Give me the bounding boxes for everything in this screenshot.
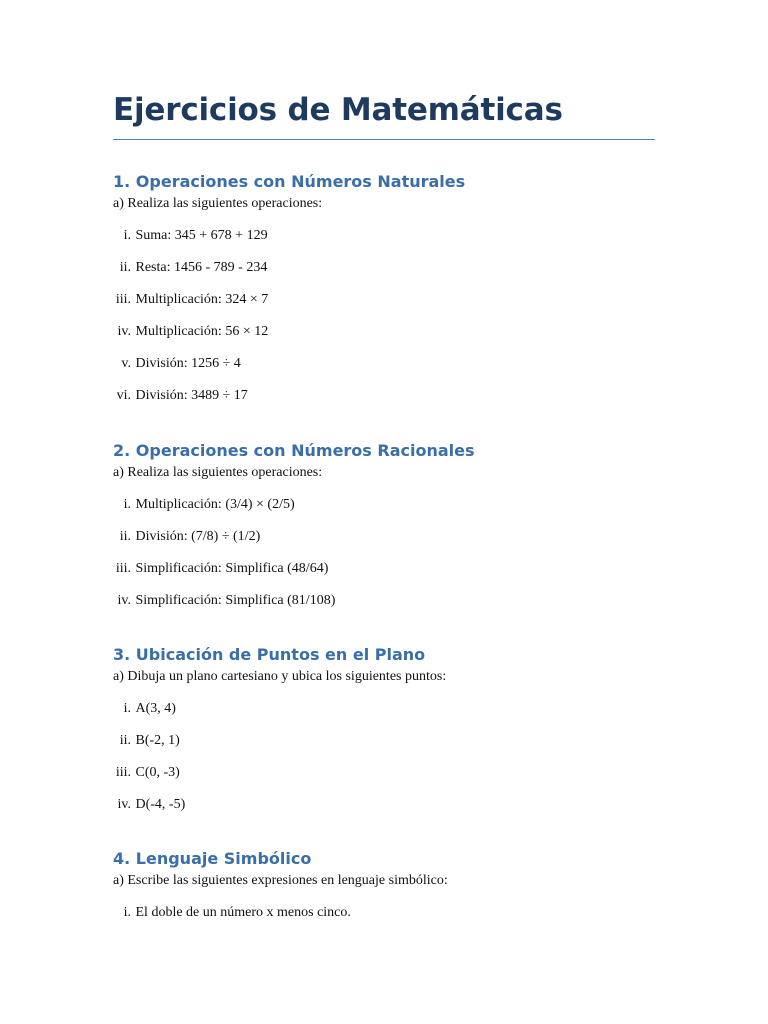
exercise-list <box>113 228 268 420</box>
list-item <box>113 905 351 937</box>
item-text: Multiplicación: 324 × 7 <box>135 292 269 307</box>
list-item <box>113 260 268 292</box>
item-text: A(3, 4) <box>135 701 176 716</box>
list-item <box>113 593 335 625</box>
item-text: Resta: 1456 - 789 - 234 <box>135 260 268 275</box>
section-heading: 4. Lenguaje Simbólico <box>113 849 312 868</box>
item-text: Simplificación: Simplifica (48/64) <box>135 561 329 576</box>
list-item <box>113 292 268 324</box>
item-text: C(0, -3) <box>135 765 180 780</box>
item-number: iii. <box>115 561 131 576</box>
item-number: i. <box>123 497 131 512</box>
item-number: ii. <box>119 529 131 544</box>
section-heading: 1. Operaciones con Números Naturales <box>113 172 466 191</box>
item-number: iii. <box>115 765 131 780</box>
item-number: iv. <box>117 797 131 812</box>
item-text: Suma: 345 + 678 + 129 <box>135 228 268 243</box>
item-text: División: (7/8) ÷ (1/2) <box>135 529 261 544</box>
item-number: v. <box>121 356 131 371</box>
item-number: iv. <box>117 593 131 608</box>
list-item <box>113 388 268 420</box>
section-heading: 3. Ubicación de Puntos en el Plano <box>113 645 426 664</box>
section-instruction: a) Escribe las siguientes expresiones en lenguaje simbólico: <box>113 873 448 888</box>
item-text: División: 3489 ÷ 17 <box>135 388 248 403</box>
section-instruction: a) Realiza las siguientes operaciones: <box>113 465 323 480</box>
item-text: El doble de un número x menos cinco. <box>135 905 351 920</box>
item-text: División: 1256 ÷ 4 <box>135 356 241 371</box>
item-text: Simplificación: Simplifica (81/108) <box>135 593 336 608</box>
item-text: Multiplicación: (3/4) × (2/5) <box>135 497 295 512</box>
item-number: ii. <box>119 260 131 275</box>
item-number: i. <box>123 701 131 716</box>
section-instruction: a) Realiza las siguientes operaciones: <box>113 196 323 211</box>
list-item <box>113 765 185 797</box>
exercise-list <box>113 905 351 937</box>
list-item <box>113 733 185 765</box>
title-underline <box>113 139 655 140</box>
item-text: B(-2, 1) <box>135 733 180 748</box>
list-item <box>113 529 335 561</box>
item-number: vi. <box>116 388 131 403</box>
section-instruction: a) Dibuja un plano cartesiano y ubica los siguientes puntos: <box>113 669 447 684</box>
list-item <box>113 701 185 733</box>
exercise-list <box>113 701 185 829</box>
item-number: iii. <box>115 292 131 307</box>
list-item <box>113 324 268 356</box>
item-text: Multiplicación: 56 × 12 <box>135 324 269 339</box>
section-heading: 2. Operaciones con Números Racionales <box>113 441 475 460</box>
list-item <box>113 356 268 388</box>
document-title: Ejercicios de Matemáticas <box>113 92 563 128</box>
list-item <box>113 561 335 593</box>
list-item <box>113 797 185 829</box>
item-text: D(-4, -5) <box>135 797 186 812</box>
item-number: i. <box>123 228 131 243</box>
exercise-list <box>113 497 335 625</box>
item-number: iv. <box>117 324 131 339</box>
item-number: ii. <box>119 733 131 748</box>
item-number: i. <box>123 905 131 920</box>
list-item <box>113 228 268 260</box>
list-item <box>113 497 335 529</box>
